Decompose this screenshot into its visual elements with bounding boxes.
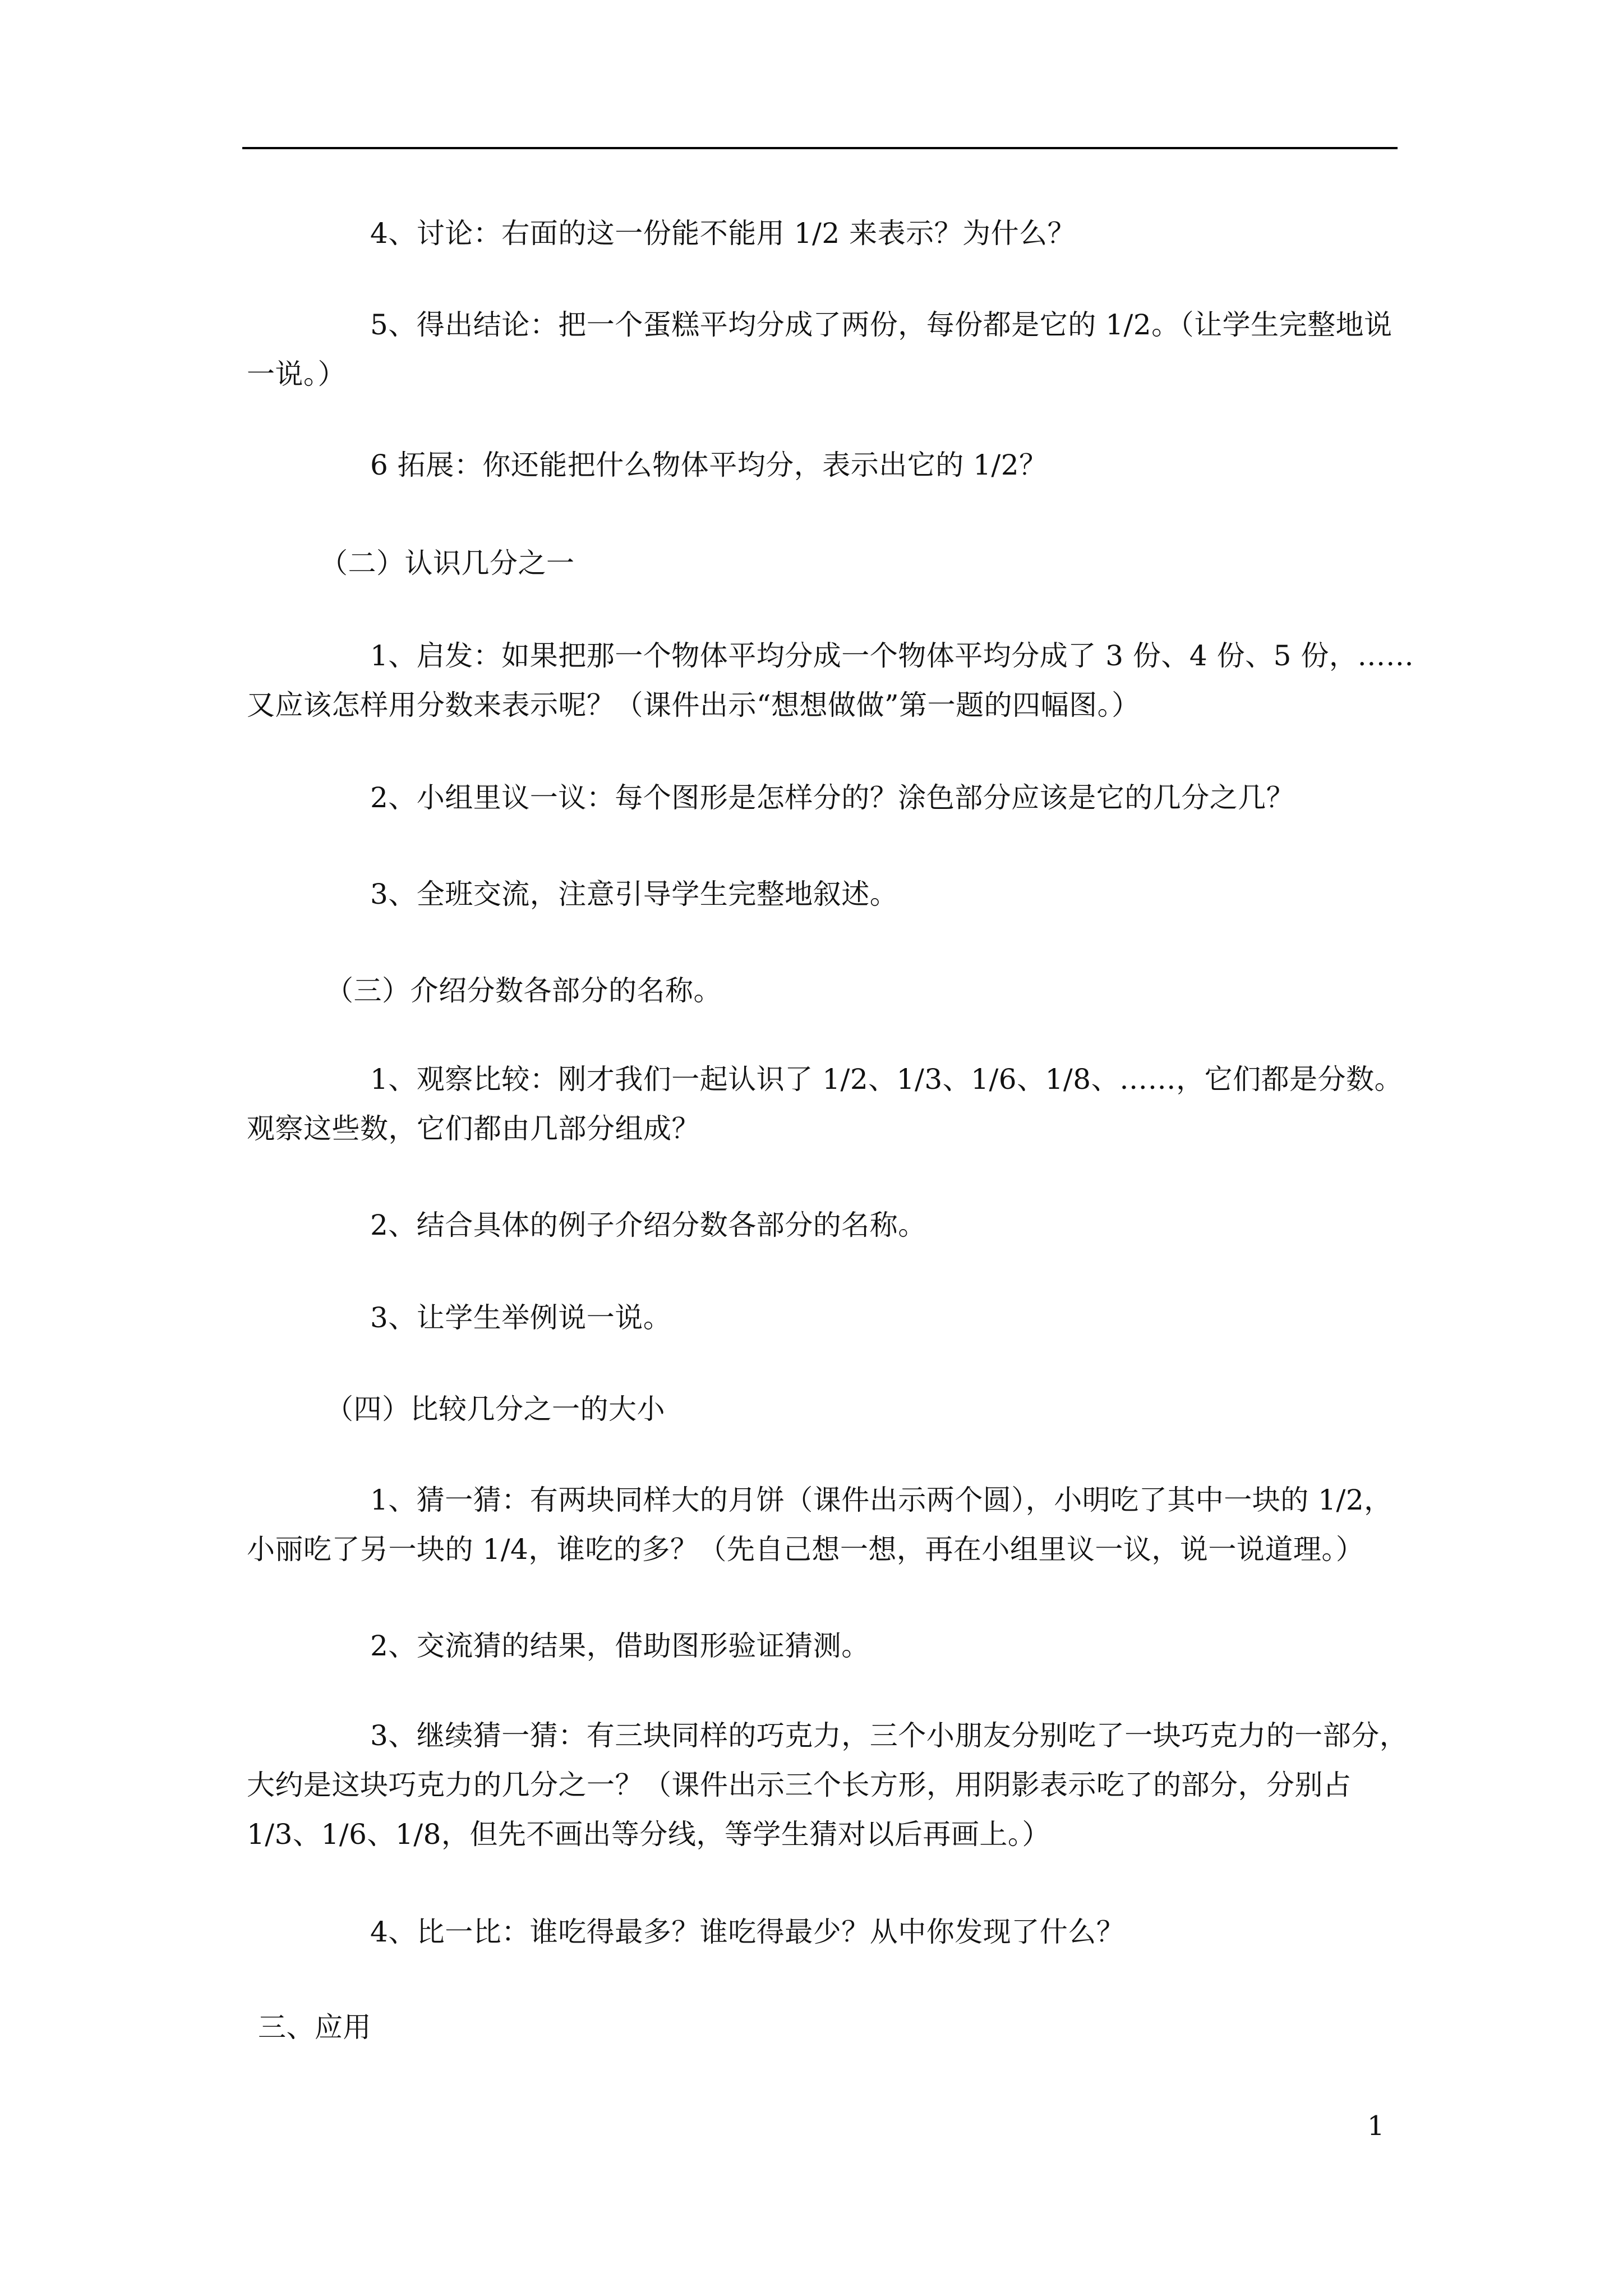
section-heading-2 bbox=[247, 539, 1396, 588]
paragraph-compare bbox=[247, 1907, 1396, 1957]
text-line: 5、得出结论：把一个蛋糕平均分成了两份，每份都是它的 1/2。（让学生完整地说 bbox=[370, 309, 1393, 341]
paragraph-extension bbox=[247, 440, 1396, 490]
text-line: 3、让学生举例说一说。 bbox=[370, 1301, 672, 1334]
text-line: 2、结合具体的例子介绍分数各部分的名称。 bbox=[370, 1209, 926, 1241]
text-line: 1、启发：如果把那一个物体平均分成一个物体平均分成了 3 份、4 份、5 份，…… bbox=[370, 639, 1414, 672]
paragraph-observe bbox=[247, 1055, 1403, 1153]
text-line: 小丽吃了另一块的 1/4，谁吃的多？（先自己想一想，再在小组里议一议，说一说道理。） bbox=[247, 1533, 1364, 1566]
paragraph-class-exchange bbox=[247, 869, 1396, 919]
text-line: 2、交流猜的结果，借助图形验证猜测。 bbox=[370, 1630, 870, 1662]
text-line: 一说。） bbox=[247, 358, 346, 390]
section-heading-text: （三）介绍分数各部分的名称。 bbox=[325, 974, 722, 1007]
text-line: 2、小组里议一议：每个图形是怎样分的？涂色部分应该是它的几分之几？ bbox=[370, 781, 1295, 814]
paragraph-guess-chocolate bbox=[247, 1711, 1408, 1859]
text-line: 3、全班交流，注意引导学生完整地叙述。 bbox=[370, 878, 898, 910]
section-heading-text: （二）认识几分之一 bbox=[320, 547, 575, 579]
paragraph-introduce-names bbox=[247, 1200, 1396, 1250]
paragraph-examples bbox=[247, 1293, 1396, 1342]
section-heading-text: 三、应用 bbox=[258, 2011, 371, 2044]
text-line: 6 拓展：你还能把什么物体平均分，表示出它的 1/2？ bbox=[370, 449, 1048, 481]
text-line: 1/3、1/6、1/8，但先不画出等分线，等学生猜对以后再画上。） bbox=[247, 1818, 1050, 1851]
paragraph-discussion bbox=[247, 209, 1396, 258]
paragraph-group-discuss bbox=[247, 773, 1396, 822]
text-line: 又应该怎样用分数来表示呢？（课件出示“想想做做”第一题的四幅图。） bbox=[247, 689, 1140, 721]
text-line: 1、猜一猜：有两块同样大的月饼（课件出示两个圆），小明吃了其中一块的 1/2， bbox=[370, 1484, 1393, 1516]
text-line: 4、比一比：谁吃得最多？谁吃得最少？从中你发现了什么？ bbox=[370, 1916, 1125, 1948]
section-heading-4 bbox=[247, 1384, 1396, 1434]
paragraph-conclusion bbox=[247, 300, 1396, 399]
section-heading-text: （四）比较几分之一的大小 bbox=[325, 1393, 665, 1425]
paragraph-guess-mooncake bbox=[247, 1475, 1396, 1574]
text-line: 1、观察比较：刚才我们一起认识了 1/2、1/3、1/6、1/8、……，它们都是分数。 bbox=[370, 1063, 1403, 1096]
paragraph-inspire bbox=[247, 631, 1414, 730]
section-heading-main bbox=[247, 2003, 1396, 2052]
text-line: 4、讨论：右面的这一份能不能用 1/2 来表示？为什么？ bbox=[370, 217, 1076, 250]
text-line: 3、继续猜一猜：有三块同样的巧克力，三个小朋友分别吃了一块巧克力的一部分， bbox=[370, 1719, 1408, 1752]
text-line: 观察这些数，它们都由几部分组成？ bbox=[247, 1112, 700, 1145]
header-rule bbox=[242, 147, 1398, 149]
text-line: 大约是这块巧克力的几分之一？（课件出示三个长方形，用阴影表示吃了的部分，分别占 bbox=[247, 1769, 1352, 1801]
section-heading-3 bbox=[247, 966, 1396, 1015]
paragraph-verify bbox=[247, 1621, 1396, 1671]
page-number: 1 bbox=[1367, 2110, 1385, 2142]
